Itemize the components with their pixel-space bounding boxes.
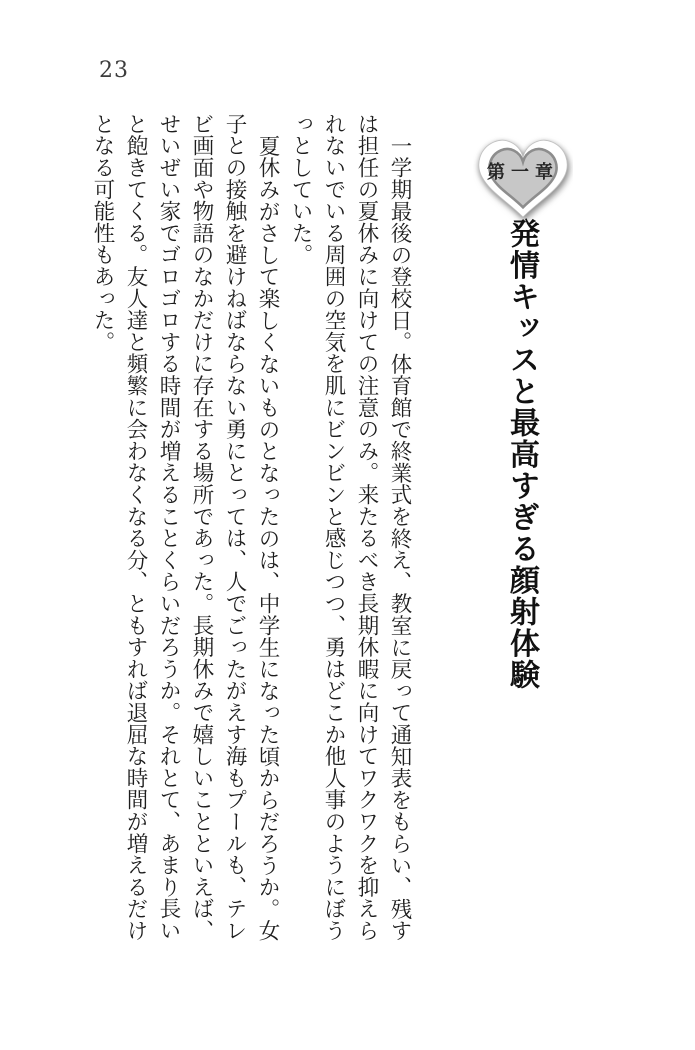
chapter-title: 発情キッスと最高すぎる顔射体験: [504, 218, 539, 691]
chapter-heart-badge: [473, 133, 573, 225]
body-text: [70, 113, 416, 946]
page-number: 23: [99, 58, 129, 83]
chapter-badge-label: 第一章: [487, 162, 559, 183]
paragraph-1: 一学期最後の登校日。体育館で終業式を終え、教室に戻って通知表をもらい、残すは担任の夏休みに向けての注意のみ。来たるべき長期休暇に向けてワクワクを抑えられないでいる周囲の空気を肌にビンビンと感じつつ、勇はどこか他人事のようにぼうっとしていた。: [288, 113, 412, 942]
paragraph-2: 夏休みがさして楽しくないものとなったのは、中学生になった頃からだろうか。女子との接触を避けねばならない勇にとっては、人でごったがえす海もプールも、テレビ画面や物語のなかだけに存在する場所であった。長期休みで嬉しいことといえば、せいぜい家でゴロゴロする時間が増えることくらいだろうか。それとて、あまり長いと飽きてくる。友人達と頻繁に会わなくなる分、ともすれば退屈な時間が増えるだけとなる可能性もあった。: [90, 113, 280, 942]
